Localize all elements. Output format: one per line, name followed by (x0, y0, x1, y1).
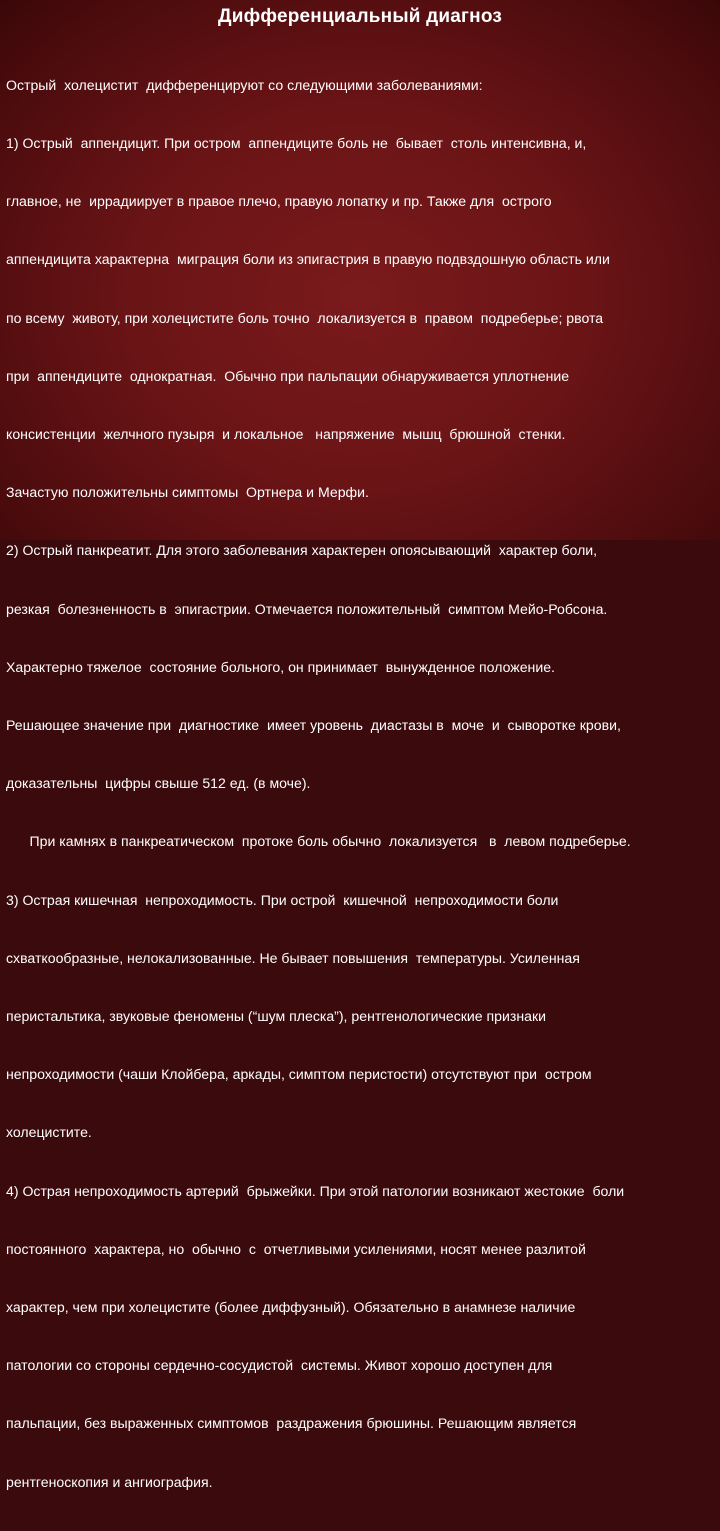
body-line: При камнях в панкреатическом протоке боль обычно локализуется в левом подреберье. (6, 833, 631, 850)
body-line: по всему животу, при холецистите боль точно локализуется в правом подреберье; рвота (6, 309, 604, 326)
body-line: при аппендиците однократная. Обычно при пальпации обнаруживается уплотнение (6, 367, 570, 384)
body-line: холецистите. (6, 1124, 92, 1141)
body-line: консистенции желчного пузыря и локальное напряжение мышц брюшной стенки. (6, 426, 566, 443)
body-line: доказательны цифры свыше 512 ед. (в моче). (6, 775, 311, 792)
body-line: характер, чем при холецистите (более диффузный). Обязательно в анамнезе наличие (6, 1299, 576, 1316)
body-line: непроходимости (чаши Клойбера, аркады, симптом перистости) отсутствуют при остром (6, 1066, 592, 1083)
body-line: главное, не иррадиирует в правое плечо, правую лопатку и пр. Также для острого (6, 193, 552, 210)
body-line: схваткообразные, нелокализованные. Не бывает повышения температуры. Усиленная (6, 949, 580, 966)
body-line: 3) Острая кишечная непроходимость. При острой кишечной непроходимости боли (6, 891, 559, 908)
body-line: постоянного характера, но обычно с отчетливыми усилениями, носят менее разлитой (6, 1240, 586, 1257)
body-line: перистальтика, звуковые феномены (“шум плеска”), рентгенологические признаки (6, 1008, 547, 1025)
body-line: 2) Острый панкреатит. Для этого заболевания характерен опоясывающий характер боли, (6, 542, 598, 559)
slide-body-text (6, 37, 718, 1531)
body-line: патологии со стороны сердечно-сосудистой системы. Живот хорошо доступен для (6, 1357, 553, 1374)
body-line: резкая болезненность в эпигастрии. Отмечается положительный симптом Мейо-Робсона. (6, 600, 608, 617)
body-line: пальпации, без выраженных симптомов раздражения брюшины. Решающим является (6, 1415, 577, 1432)
body-line: Острый холецистит дифференцируют со следующими заболеваниями: (6, 76, 483, 93)
body-line: Зачастую положительны симптомы Ортнера и Мерфи. (6, 484, 369, 501)
body-line: рентгеноскопия и ангиография. (6, 1473, 213, 1490)
body-line: 4) Острая непроходимость артерий брыжейки. При этой патологии возникают жестокие боли (6, 1182, 625, 1199)
body-line: 1) Острый аппендицит. При остром аппендиците боль не бывает столь интенсивна, и, (6, 135, 587, 152)
body-line: Решающее значение при диагностике имеет уровень диастазы в моче и сыворотке крови, (6, 717, 621, 734)
body-line: Характерно тяжелое состояние больного, он принимает вынужденное положение. (6, 658, 555, 675)
slide-title: Дифференциальный диагноз (217, 6, 503, 27)
body-line: аппендицита характерна миграция боли из эпигастрия в правую подвздошную область или (6, 251, 610, 268)
